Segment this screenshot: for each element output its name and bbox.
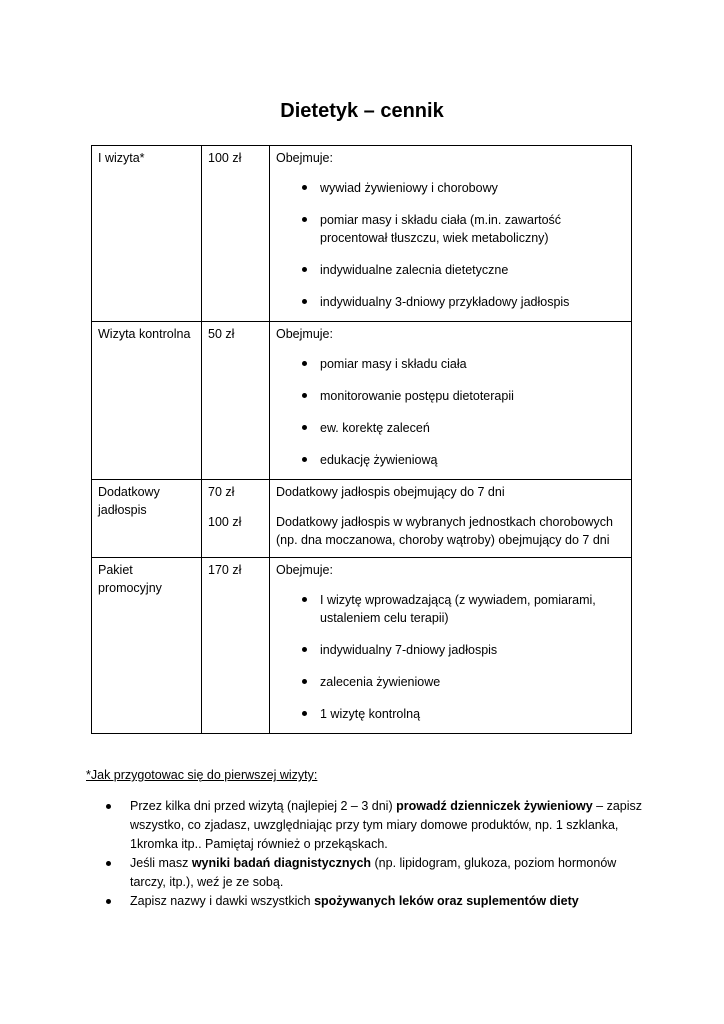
list-item [86,797,646,854]
item-text: Jeśli masz [130,856,192,870]
list-item [86,892,646,911]
item-text: Zapisz nazwy i dawki wszystkich [130,894,315,908]
included-list [276,355,626,469]
service-name: I wizyta* [92,146,202,322]
table-row [92,558,632,734]
table-row [92,322,632,480]
service-price: 100 zł [202,146,270,322]
preparation-list [86,797,646,911]
price-table [91,145,632,734]
list-item: pomiar masy i składu ciała [276,355,626,373]
list-item: I wizytę wprowadzającą (z wywiadem, pomiarami, ustaleniem celu terapii) [276,591,626,627]
table-row [92,146,632,322]
item-emphasis: wyniki badań diagnistycznych [191,856,372,870]
included-list [276,179,626,311]
list-item: zalecenia żywieniowe [276,673,626,691]
includes-label: Obejmuje: [276,563,333,577]
list-item: indywidualny 7-dniowy jadłospis [276,641,626,659]
includes-label: Obejmuje: [276,151,333,165]
service-price: 50 zł [202,322,270,480]
list-item: indywidualne zalecnia dietetyczne [276,261,626,279]
list-item: wywiad żywieniowy i chorobowy [276,179,626,197]
description-option-1: Dodatkowy jadłospis obejmujący do 7 dni [276,485,505,499]
list-item: edukację żywieniową [276,451,626,469]
service-price: 170 zł [202,558,270,734]
list-item: 1 wizytę kontrolną [276,705,626,723]
service-name: Pakiet promocyjny [92,558,202,734]
preparation-section [86,766,646,911]
price-option-1: 70 zł [208,485,235,499]
list-item: ew. korektę zaleceń [276,419,626,437]
page-title: Dietetyk – cennik [280,100,444,122]
description-option-2: Dodatkowy jadłospis w wybranych jednostkach chorobowych (np. dna moczanowa, choroby wątroby) obejmujący do 7 dni [276,515,613,547]
list-item [86,854,646,892]
item-emphasis: prowadź dzienniczek żywieniowy [396,799,593,813]
list-item: pomiar masy i składu ciała (m.in. zawartość procentował tłuszczu, wiek metaboliczny) [276,211,626,247]
item-emphasis: spożywanych leków oraz suplementów diety [314,894,579,908]
preparation-heading: *Jak przygotowac się do pierwszej wizyty: [86,768,318,782]
item-text: Przez kilka dni przed wizytą (najlepiej 2 – 3 dni) [130,799,397,813]
includes-label: Obejmuje: [276,327,333,341]
service-description [270,322,632,480]
service-name: Wizyta kontrolna [92,322,202,480]
service-name: Dodatkowy jadłospis [92,480,202,558]
service-description [270,558,632,734]
included-list [276,591,626,723]
price-option-2: 100 zł [208,515,242,529]
list-item: monitorowanie postępu dietoterapii [276,387,626,405]
list-item: indywidualny 3-dniowy przykładowy jadłospis [276,293,626,311]
service-price [202,480,270,558]
service-description [270,146,632,322]
table-row [92,480,632,558]
item-text: – zapisz wszystko, co zjadasz, uwzględniając przy tym miary domowe produktów, np. 1 szklanka, 1kromka itp.. Pamiętaj również o przekąskach. [130,799,643,851]
item-text: (np. lipidogram, glukoza, poziom hormonów tarczy, itp.), weź je ze sobą. [130,856,617,889]
service-description [270,480,632,558]
